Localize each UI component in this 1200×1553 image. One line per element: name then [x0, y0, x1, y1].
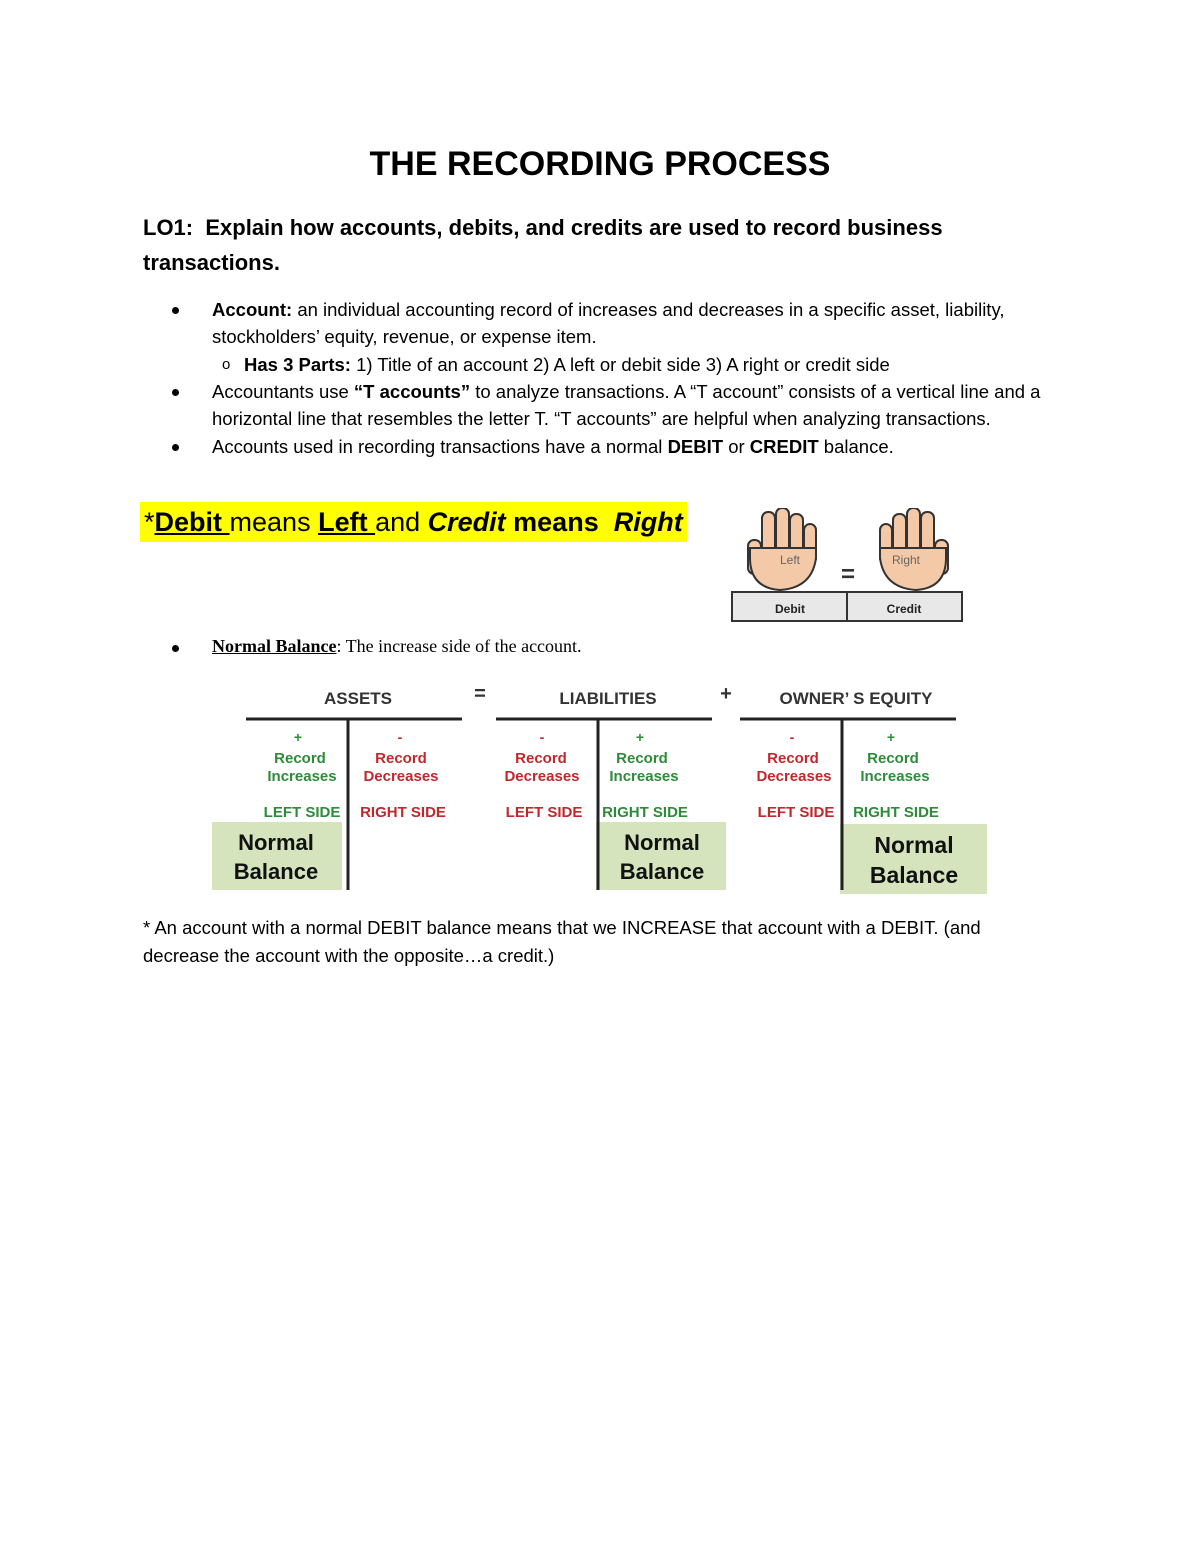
parts-term: Has 3 Parts: [244, 354, 351, 375]
hands-debit-label: Debit [775, 602, 805, 616]
equity-right-side: RIGHT SIDE [853, 804, 939, 821]
learning-objective [143, 210, 1043, 280]
lo-label: LO1: [143, 215, 194, 240]
normal-post: balance. [818, 436, 894, 457]
liabilities-left-sign: - [539, 729, 545, 745]
liabilities-left-line1: Record [515, 750, 567, 767]
footnote: * An account with a normal DEBIT balance means that we INCREASE that account with a DEBIT. (and decrease the account with the opposite…a credit.) [143, 917, 981, 966]
parts-text: 1) Title of an account 2) A left or debit side 3) A right or credit side [356, 354, 890, 375]
assets-right-line1: Record [375, 750, 427, 767]
left-word: Left [318, 507, 376, 537]
bullet-icon [172, 444, 179, 451]
hands-illustration [730, 508, 966, 623]
liabilities-right-sign: + [635, 729, 645, 745]
debit-credit-highlight [140, 502, 687, 542]
plus-sign: + [720, 683, 732, 705]
equity-normal-line2: Balance [869, 862, 959, 888]
circle-bullet-icon: o [222, 356, 231, 373]
bullet-list [172, 296, 1072, 461]
equity-left-side: LEFT SIDE [757, 804, 835, 821]
star-mark: * [144, 507, 155, 537]
list-item [172, 636, 582, 657]
liabilities-right-line1: Record [616, 750, 668, 767]
left-hand-label: Left [779, 553, 801, 567]
equity-right-sign: + [886, 729, 896, 745]
debit-term: DEBIT [667, 436, 724, 457]
t-accounts-term: “T accounts” [353, 381, 471, 402]
accounting-equation-diagram [208, 676, 998, 898]
bullet-icon [172, 645, 179, 652]
equity-right-line1: Record [867, 750, 919, 767]
liabilities-normal-line1: Normal [624, 830, 700, 855]
credit-word: Credit [427, 507, 506, 537]
lo-text: Explain how accounts, debits, and credits are used to record business transactions. [143, 215, 943, 275]
equity-left-line2: Decreases [756, 768, 832, 785]
normal-pre: Accounts used in recording transactions have a normal [212, 436, 668, 457]
means-word: means [229, 507, 319, 537]
equity-right-line2: Increases [860, 768, 930, 785]
equity-left-line1: Record [767, 750, 819, 767]
normal-mid: or [723, 436, 750, 457]
account-term: Account: [212, 299, 293, 320]
assets-normal-line1: Normal [238, 830, 314, 855]
right-hand-label: Right [891, 553, 921, 567]
bullet-icon [172, 389, 179, 396]
bullet-icon [172, 307, 179, 314]
liabilities-heading: LIABILITIES [559, 689, 657, 708]
t-accounts-text: to analyze transactions. A “T account” consists of a vertical line and a horizontal line that resembles the letter T. “T accounts” are helpful when analyzing transactions. [212, 381, 1041, 429]
debit-word: Debit [154, 507, 230, 537]
hands-credit-label: Credit [886, 602, 922, 616]
normal-balance-text: : The increase side of the account. [336, 636, 582, 656]
normal-balance-term: Normal Balance [212, 636, 337, 656]
liabilities-normal-line2: Balance [619, 859, 705, 884]
means-word-2: means [505, 507, 607, 537]
assets-right-side: RIGHT SIDE [360, 804, 446, 821]
equity-heading: OWNER’ S EQUITY [779, 689, 933, 708]
list-item [172, 378, 1072, 432]
assets-right-sign: - [397, 729, 403, 745]
page-title: THE RECORDING PROCESS [369, 145, 831, 183]
account-definition: an individual accounting record of increases and decreases in a specific asset, liability, stockholders’ equity, revenue, or expense item. [212, 299, 1005, 347]
equity-left-sign: - [789, 729, 795, 745]
assets-left-sign: + [293, 729, 303, 745]
assets-right-line2: Decreases [363, 768, 439, 785]
and-word: and [375, 507, 428, 537]
assets-normal-line2: Balance [233, 859, 319, 884]
right-hand-icon [880, 508, 948, 590]
assets-left-line2: Increases [267, 768, 337, 785]
list-item [172, 433, 1072, 460]
sub-list-item [172, 351, 1072, 378]
t-accounts-pre: Accountants use [212, 381, 354, 402]
liabilities-left-side: LEFT SIDE [505, 804, 583, 821]
assets-left-side: LEFT SIDE [263, 804, 341, 821]
hands-equals-sign: = [840, 561, 856, 588]
credit-term: CREDIT [749, 436, 819, 457]
liabilities-right-line2: Increases [609, 768, 679, 785]
assets-left-line1: Record [274, 750, 326, 767]
liabilities-left-line2: Decreases [504, 768, 580, 785]
equity-normal-line1: Normal [874, 832, 954, 858]
right-word: Right [613, 507, 683, 537]
liabilities-right-side: RIGHT SIDE [602, 804, 688, 821]
assets-heading: ASSETS [323, 689, 393, 708]
list-item [172, 296, 1072, 350]
equals-sign: = [474, 683, 486, 705]
left-hand-icon [748, 508, 816, 590]
